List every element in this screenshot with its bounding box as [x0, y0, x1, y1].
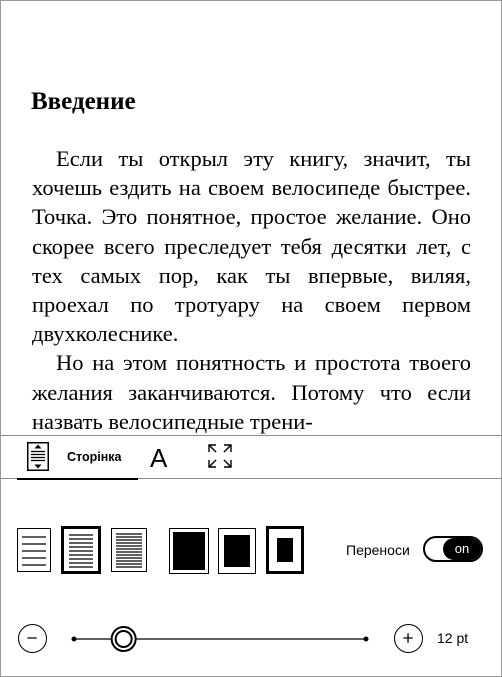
increase-font-size-button[interactable]	[394, 624, 423, 653]
tab-fullscreen[interactable]	[204, 436, 238, 478]
hyphenation-toggle-state: on	[443, 538, 481, 560]
book-text	[32, 144, 471, 435]
font-icon: A	[150, 443, 168, 473]
page-layout-icon	[27, 442, 49, 471]
tab-page-label: Сторінка	[67, 450, 122, 464]
line-spacing-wide-option[interactable]	[111, 528, 147, 572]
line-spacing-narrow-option[interactable]	[17, 528, 51, 572]
hyphenation-label: Переноси	[346, 542, 410, 558]
line-spacing-medium-option[interactable]	[61, 526, 101, 574]
hyphenation-toggle[interactable]	[423, 536, 483, 562]
decrease-font-size-button[interactable]	[18, 624, 47, 653]
font-size-value: 12 pt	[437, 630, 469, 646]
slider-thumb[interactable]	[112, 627, 136, 651]
margin-small-option[interactable]	[169, 528, 209, 574]
font-size-slider[interactable]	[71, 624, 371, 654]
margin-large-option[interactable]	[266, 526, 304, 574]
slider-track-start	[72, 637, 77, 642]
paragraph: Если ты открыл эту книгу, значит, ты хочешь ездить на своем велосипеде быстрее. Точка. Это понятное, простое желание. Оно скорее всего преследует тебя десятки лет, с тех самых пор, как ты впервые, виляя, проехал по тротуару на своем первом двухколеснике.	[32, 146, 471, 347]
fullscreen-icon	[206, 442, 234, 470]
settings-tab-bar	[1, 436, 501, 479]
tab-page[interactable]	[17, 436, 138, 480]
tab-font[interactable]	[147, 436, 175, 478]
slider-track-end	[364, 637, 369, 642]
settings-panel	[1, 435, 501, 677]
paragraph: Но на этом понятность и простота твоего желания заканчиваются. Потому что если назвать велосипедные трени-	[32, 350, 471, 434]
chapter-title: Введение	[31, 88, 136, 115]
margin-medium-option[interactable]	[218, 528, 256, 574]
reading-area[interactable]	[1, 1, 501, 435]
